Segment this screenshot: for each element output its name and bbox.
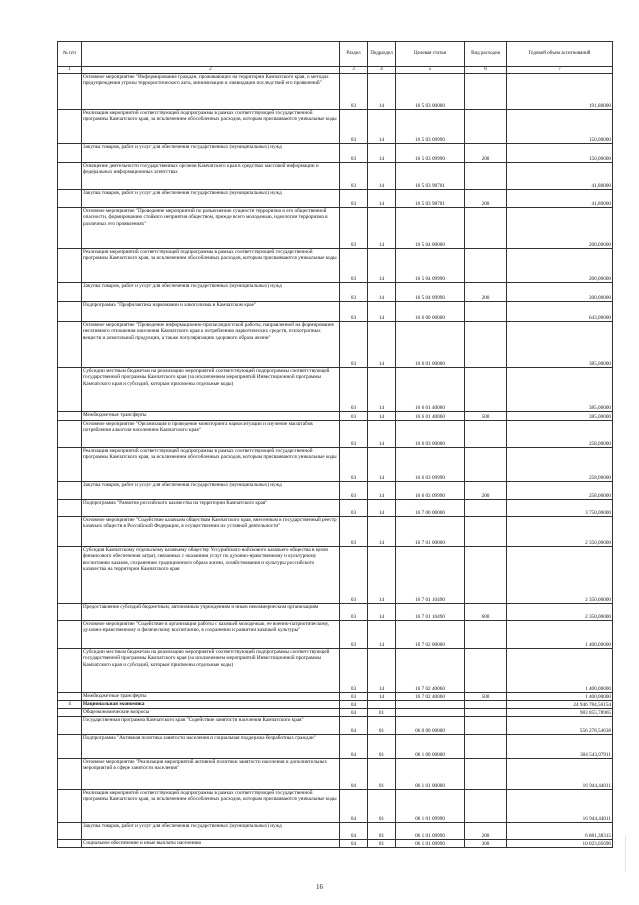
row-name-cell: Субсидии местным бюджетам на реализацию мероприятий соответствующей подпрограммы соответствующей государственной программы Камчатского края (за исключением мероприятий Инвестиционной программы Камчатского края и субсидий, которым присвоены отдельные коды) xyxy=(82,368,340,412)
row-sum-cell: 2 350,00000 xyxy=(507,547,613,604)
row-kind-cell xyxy=(465,759,507,790)
row-section-cell: 04 xyxy=(340,709,368,717)
row-kind-cell: 200 xyxy=(465,190,507,208)
row-sum-cell: 150,00000 xyxy=(507,110,613,144)
row-kind-cell xyxy=(465,547,507,604)
row-subsection-cell: 14 xyxy=(368,208,396,249)
row-name-cell: Закупка товаров, работ и услуг для обеспечения государственных (муниципальных) нужд xyxy=(82,144,340,163)
table-row xyxy=(58,790,613,823)
row-target-cell: 16 6 01 00000 xyxy=(396,322,465,368)
row-name-cell: Закупка товаров, работ и услуг для обеспечения государственных (муниципальных) нужд xyxy=(82,823,340,840)
row-subsection-cell: 14 xyxy=(368,621,396,649)
row-section-cell: 03 xyxy=(340,621,368,649)
row-kind-cell xyxy=(465,701,507,709)
row-number-cell xyxy=(58,604,82,621)
row-sum-cell: 3 750,00000 xyxy=(507,500,613,517)
row-kind-cell xyxy=(465,517,507,547)
table-row xyxy=(58,823,613,840)
column-number-row xyxy=(58,67,613,74)
row-section-cell: 03 xyxy=(340,144,368,163)
header-kind: Вид расходов xyxy=(465,42,507,67)
row-kind-cell xyxy=(465,500,507,517)
row-subsection-cell: 14 xyxy=(368,693,396,701)
row-subsection-cell: 01 xyxy=(368,735,396,759)
row-subsection-cell: 01 xyxy=(368,840,396,848)
header-num: № п/п xyxy=(58,42,82,67)
row-name-cell: Реализация мероприятий соответствующей подпрограммы в рамках соответствующей государственной программы Камчатского края, за исключением обособленных расходов, которым присваиваются уникальные коды xyxy=(82,790,340,823)
row-sum-cell: 150,00000 xyxy=(507,144,613,163)
row-name-cell: Национальная экономика xyxy=(82,701,340,709)
page-number: 16 xyxy=(316,883,323,891)
row-name-cell: Предоставление субсидий бюджетным, автономным учреждениям и иным некоммерческим организациям xyxy=(82,604,340,621)
row-section-cell: 03 xyxy=(340,302,368,322)
row-sum-cell: 41,80000 xyxy=(507,190,613,208)
table-row xyxy=(58,500,613,517)
row-target-cell: 06 1 01 09990 xyxy=(396,823,465,840)
row-number-cell xyxy=(58,110,82,144)
row-kind-cell: 200 xyxy=(465,823,507,840)
table-row xyxy=(58,840,613,848)
row-section-cell: 03 xyxy=(340,604,368,621)
row-sum-cell: 1 400,00000 xyxy=(507,649,613,693)
row-number-cell xyxy=(58,649,82,693)
row-target-cell: 16 6 03 09990 xyxy=(396,448,465,482)
table-row xyxy=(58,517,613,547)
row-sum-cell: 10 023,05696 xyxy=(507,840,613,848)
row-sum-cell: 200,00000 xyxy=(507,249,613,283)
row-number-cell xyxy=(58,500,82,517)
row-name-cell: Подпрограмма "Профилактика наркомании и алкоголизма в Камчатском крае" xyxy=(82,302,340,322)
row-name-cell: Закупка товаров, работ и услуг для обеспечения государственных (муниципальных) нужд xyxy=(82,482,340,500)
row-subsection-cell: 14 xyxy=(368,74,396,110)
row-subsection-cell: 01 xyxy=(368,759,396,790)
row-target-cell: 16 5 04 00000 xyxy=(396,208,465,249)
row-number-cell xyxy=(58,208,82,249)
row-number-cell xyxy=(58,735,82,759)
row-sum-cell: 258,00000 xyxy=(507,448,613,482)
row-number-cell xyxy=(58,163,82,190)
row-target-cell: 06 1 01 00000 xyxy=(396,759,465,790)
table-row xyxy=(58,190,613,208)
row-number-cell xyxy=(58,759,82,790)
row-section-cell: 04 xyxy=(340,735,368,759)
row-kind-cell: 500 xyxy=(465,693,507,701)
row-number-cell xyxy=(58,421,82,448)
row-kind-cell xyxy=(465,163,507,190)
row-kind-cell xyxy=(465,322,507,368)
row-kind-cell xyxy=(465,448,507,482)
row-target-cell: 06 1 01 09990 xyxy=(396,840,465,848)
row-target-cell: 06 1 01 09990 xyxy=(396,790,465,823)
row-kind-cell xyxy=(465,709,507,717)
row-kind-cell: 500 xyxy=(465,412,507,421)
col-number: 6 xyxy=(465,67,507,74)
row-target-cell: 16 7 01 00000 xyxy=(396,517,465,547)
row-subsection-cell xyxy=(368,701,396,709)
row-sum-cell: 258,00000 xyxy=(507,421,613,448)
table-row xyxy=(58,249,613,283)
row-section-cell: 04 xyxy=(340,823,368,840)
row-subsection-cell: 14 xyxy=(368,649,396,693)
budget-table xyxy=(57,41,613,848)
row-kind-cell: 200 xyxy=(465,144,507,163)
row-target-cell: 16 7 01 10490 xyxy=(396,604,465,621)
table-row xyxy=(58,717,613,735)
row-subsection-cell: 14 xyxy=(368,547,396,604)
row-subsection-cell: 14 xyxy=(368,448,396,482)
scan-edge-mark xyxy=(625,836,626,872)
row-kind-cell xyxy=(465,421,507,448)
row-kind-cell: 300 xyxy=(465,840,507,848)
row-target-cell: 16 5 03 09990 xyxy=(396,110,465,144)
table-row xyxy=(58,283,613,302)
row-target-cell: 16 6 03 00000 xyxy=(396,421,465,448)
row-kind-cell xyxy=(465,302,507,322)
row-target-cell: 06 1 00 00000 xyxy=(396,735,465,759)
row-subsection-cell: 14 xyxy=(368,322,396,368)
row-name-cell: Закупка товаров, работ и услуг для обеспечения государственных (муниципальных) нужд xyxy=(82,190,340,208)
row-subsection-cell: 14 xyxy=(368,517,396,547)
row-section-cell: 03 xyxy=(340,249,368,283)
row-sum-cell: 24 946 784,56154 xyxy=(507,701,613,709)
row-target-cell: 16 7 02 40060 xyxy=(396,693,465,701)
row-name-cell: Основное мероприятие "Информирование граждан, проживающих на территории Камчатского края, о методах предупреждения угрозы террористического акта, минимизации и ликвидации последствий его проявлений" xyxy=(82,74,340,110)
col-number: 5 xyxy=(396,67,465,74)
row-target-cell xyxy=(396,701,465,709)
row-target-cell: 16 7 01 10490 xyxy=(396,547,465,604)
table-header-row xyxy=(58,42,613,67)
row-kind-cell xyxy=(465,735,507,759)
table-row xyxy=(58,74,613,110)
row-sum-cell: 200,00000 xyxy=(507,208,613,249)
col-number: 4 xyxy=(368,67,396,74)
row-section-cell: 03 xyxy=(340,208,368,249)
row-number-cell xyxy=(58,840,82,848)
row-section-cell: 03 xyxy=(340,190,368,208)
row-number-cell: 4 xyxy=(58,701,82,709)
row-section-cell: 03 xyxy=(340,74,368,110)
table-row xyxy=(58,368,613,412)
row-name-cell: Подпрограмма "Развитие российского казачества на территории Камчатского края" xyxy=(82,500,340,517)
row-sum-cell: 1 400,00000 xyxy=(507,693,613,701)
row-number-cell xyxy=(58,190,82,208)
row-subsection-cell: 14 xyxy=(368,604,396,621)
row-sum-cell: 16 944,44011 xyxy=(507,790,613,823)
row-sum-cell: 191,80000 xyxy=(507,74,613,110)
row-target-cell: 16 7 02 00000 xyxy=(396,621,465,649)
row-name-cell: Освещение деятельности государственных органов Камчатского края в средствах массовой информации и федеральных информационных агентствах xyxy=(82,163,340,190)
row-target-cell: 16 5 04 09990 xyxy=(396,283,465,302)
row-section-cell: 03 xyxy=(340,693,368,701)
row-target-cell: 06 0 00 00000 xyxy=(396,717,465,735)
row-section-cell: 03 xyxy=(340,110,368,144)
row-name-cell: Межбюджетные трансферты xyxy=(82,693,340,701)
header-subsection: Подраздел xyxy=(368,42,396,67)
row-section-cell: 04 xyxy=(340,790,368,823)
row-number-cell xyxy=(58,322,82,368)
row-section-cell: 03 xyxy=(340,448,368,482)
row-kind-cell xyxy=(465,110,507,144)
row-kind-cell xyxy=(465,790,507,823)
row-target-cell: 16 6 00 00000 xyxy=(396,302,465,322)
row-sum-cell: 1 400,00000 xyxy=(507,621,613,649)
row-name-cell: Закупка товаров, работ и услуг для обеспечения государственных (муниципальных) нужд xyxy=(82,283,340,302)
row-section-cell: 03 xyxy=(340,482,368,500)
row-target-cell: 16 5 03 09990 xyxy=(396,144,465,163)
row-section-cell: 03 xyxy=(340,547,368,604)
table-row xyxy=(58,412,613,421)
row-number-cell xyxy=(58,709,82,717)
row-section-cell: 03 xyxy=(340,163,368,190)
row-section-cell: 03 xyxy=(340,500,368,517)
col-number: 1 xyxy=(58,67,82,74)
row-number-cell xyxy=(58,717,82,735)
row-sum-cell: 2 350,00000 xyxy=(507,604,613,621)
row-name-cell: Подпрограмма "Активная политика занятости населения и социальная поддержка безработных граждан" xyxy=(82,735,340,759)
row-target-cell xyxy=(396,709,465,717)
row-number-cell xyxy=(58,621,82,649)
table-row xyxy=(58,701,613,709)
row-name-cell: Реализация мероприятий соответствующей подпрограммы в рамках соответствующей государственной программы Камчатского края, за исключением обособленных расходов, которым присваиваются уникальные коды xyxy=(82,249,340,283)
row-section-cell: 04 xyxy=(340,759,368,790)
table-row xyxy=(58,110,613,144)
row-subsection-cell: 14 xyxy=(368,482,396,500)
row-section-cell: 04 xyxy=(340,840,368,848)
row-name-cell: Государственная программа Камчатского края "Содействие занятости населения Камчатского края" xyxy=(82,717,340,735)
row-subsection-cell: 01 xyxy=(368,790,396,823)
row-target-cell: 16 5 03 00000 xyxy=(396,74,465,110)
table-row xyxy=(58,604,613,621)
row-kind-cell xyxy=(465,717,507,735)
row-name-cell: Основное мероприятие "Проведение мероприятий по разъяснению сущности терроризма и его общественной опасности, формированию стойкого неприятия обществом, прежде всего молодежью, идеологии терроризма в различных его проявлениях" xyxy=(82,208,340,249)
row-sum-cell: 41,80000 xyxy=(507,163,613,190)
table-row xyxy=(58,693,613,701)
row-name-cell: Межбюджетные трансферты xyxy=(82,412,340,421)
table-row xyxy=(58,482,613,500)
table-row xyxy=(58,144,613,163)
table-row xyxy=(58,421,613,448)
header-name xyxy=(82,42,340,67)
table-row xyxy=(58,735,613,759)
row-name-cell: Основное мероприятие "Организация и проведение мониторинга наркоситуации и изучение масштабов потребления алкоголя населением Камчатского края" xyxy=(82,421,340,448)
row-kind-cell xyxy=(465,649,507,693)
row-subsection-cell: 14 xyxy=(368,283,396,302)
row-name-cell: Общеэкономические вопросы xyxy=(82,709,340,717)
row-subsection-cell: 14 xyxy=(368,302,396,322)
row-sum-cell: 385,00000 xyxy=(507,412,613,421)
row-subsection-cell: 14 xyxy=(368,421,396,448)
table-row xyxy=(58,709,613,717)
row-kind-cell xyxy=(465,74,507,110)
row-target-cell: 16 7 00 00000 xyxy=(396,500,465,517)
row-sum-cell: 983 855,78965 xyxy=(507,709,613,717)
row-section-cell: 04 xyxy=(340,717,368,735)
row-subsection-cell: 01 xyxy=(368,823,396,840)
row-kind-cell xyxy=(465,249,507,283)
row-subsection-cell: 14 xyxy=(368,163,396,190)
row-number-cell xyxy=(58,412,82,421)
row-kind-cell xyxy=(465,368,507,412)
row-number-cell xyxy=(58,302,82,322)
row-subsection-cell: 14 xyxy=(368,144,396,163)
row-section-cell: 03 xyxy=(340,368,368,412)
row-target-cell: 16 5 03 98701 xyxy=(396,163,465,190)
row-subsection-cell: 01 xyxy=(368,717,396,735)
table-row xyxy=(58,163,613,190)
row-target-cell: 16 6 01 40060 xyxy=(396,368,465,412)
row-subsection-cell: 01 xyxy=(368,709,396,717)
row-name-cell: Социальное обеспечение и иные выплаты населению xyxy=(82,840,340,848)
row-section-cell: 03 xyxy=(340,649,368,693)
table-row xyxy=(58,302,613,322)
row-name-cell: Основное мероприятие "Содействие казачьим обществам Камчатского края, внесенным в государственный реестр казачьих обществ в Российской Федерации, в осуществлении их уставной деятельности" xyxy=(82,517,340,547)
row-sum-cell: 16 944,44011 xyxy=(507,759,613,790)
row-number-cell xyxy=(58,693,82,701)
row-target-cell: 16 6 01 40060 xyxy=(396,412,465,421)
row-sum-cell: 385,00000 xyxy=(507,322,613,368)
row-name-cell: Субсидии местным бюджетам на реализацию мероприятий соответствующей подпрограммы соответствующей государственной программы Камчатского края (за исключением мероприятий Инвестиционной программы Камчатского края и субсидий, которым присвоены отдельные коды) xyxy=(82,649,340,693)
row-section-cell: 04 xyxy=(340,701,368,709)
table-body xyxy=(58,74,613,848)
row-sum-cell: 6 881,38315 xyxy=(507,823,613,840)
table-row xyxy=(58,649,613,693)
row-number-cell xyxy=(58,74,82,110)
header-sum: Годовой объем ассигнований xyxy=(507,42,613,67)
col-number: 7 xyxy=(507,67,613,74)
row-subsection-cell: 14 xyxy=(368,500,396,517)
row-section-cell: 03 xyxy=(340,412,368,421)
row-number-cell xyxy=(58,790,82,823)
row-number-cell xyxy=(58,144,82,163)
row-kind-cell: 200 xyxy=(465,482,507,500)
row-sum-cell: 385,00000 xyxy=(507,368,613,412)
row-sum-cell: 258,00000 xyxy=(507,482,613,500)
row-number-cell xyxy=(58,517,82,547)
row-section-cell: 03 xyxy=(340,283,368,302)
row-subsection-cell: 14 xyxy=(368,249,396,283)
row-kind-cell: 200 xyxy=(465,283,507,302)
row-name-cell: Основное мероприятие "Проведение информационно-пропагандистской работы, направленной на формирование негативного отношения населения Камчатского края к потреблению наркотических средств, психотропных веществ и алкогольной продукции, а также популяризацию здорового образа жизни" xyxy=(82,322,340,368)
row-target-cell: 16 6 03 09990 xyxy=(396,482,465,500)
row-kind-cell xyxy=(465,621,507,649)
col-number: 2 xyxy=(82,67,340,74)
row-sum-cell: 556 278,54638 xyxy=(507,717,613,735)
row-subsection-cell: 14 xyxy=(368,110,396,144)
row-number-cell xyxy=(58,368,82,412)
row-target-cell: 16 5 04 09990 xyxy=(396,249,465,283)
row-kind-cell xyxy=(465,208,507,249)
row-section-cell: 03 xyxy=(340,421,368,448)
row-sum-cell: 643,00000 xyxy=(507,302,613,322)
row-kind-cell: 600 xyxy=(465,604,507,621)
table-row xyxy=(58,448,613,482)
table-row xyxy=(58,547,613,604)
row-sum-cell: 304 543,97911 xyxy=(507,735,613,759)
row-target-cell: 16 5 03 98701 xyxy=(396,190,465,208)
row-sum-cell: 2 350,00000 xyxy=(507,517,613,547)
row-name-cell: Реализация мероприятий соответствующей подпрограммы в рамках соответствующей государственной программы Камчатского края, за исключением обособленных расходов, которым присваиваются уникальные коды xyxy=(82,110,340,144)
header-target: Целевая статья xyxy=(396,42,465,67)
row-name-cell: Основное мероприятие "Реализация мероприятий активной политики занятости населения и дополнительных мероприятий в сфере занятости населения" xyxy=(82,759,340,790)
row-subsection-cell: 14 xyxy=(368,412,396,421)
row-subsection-cell: 14 xyxy=(368,190,396,208)
row-subsection-cell: 14 xyxy=(368,368,396,412)
row-name-cell: Основное мероприятие "Содействие в организации работы с казачьей молодежью, ее военно-патриотическому, духовно-нравственному и физическому воспитанию, в сохранении и развитии казачьей культуры" xyxy=(82,621,340,649)
row-number-cell xyxy=(58,283,82,302)
row-name-cell: Реализация мероприятий соответствующей подпрограммы в рамках соответствующей государственной программы Камчатского края, за исключением обособленных расходов, которым присваиваются уникальные коды xyxy=(82,448,340,482)
col-number: 3 xyxy=(340,67,368,74)
table-row xyxy=(58,759,613,790)
header-section: Раздел xyxy=(340,42,368,67)
row-section-cell: 03 xyxy=(340,517,368,547)
row-name-cell: Субсидия Камчатскому отдельскому казачьему обществу Уссурийского войскового казачьего общества в целях финансового обеспечения затрат, связанных с оказанием услуг по духовно-нравственному и культурному воспитанию казаков, сохранению традиционного образа жизни, хозяйствования и культуры российского казачества на территории Камчатского края xyxy=(82,547,340,604)
row-number-cell xyxy=(58,249,82,283)
table-row xyxy=(58,621,613,649)
table-row xyxy=(58,208,613,249)
row-number-cell xyxy=(58,482,82,500)
row-number-cell xyxy=(58,823,82,840)
row-sum-cell: 200,00000 xyxy=(507,283,613,302)
row-number-cell xyxy=(58,547,82,604)
table-row xyxy=(58,322,613,368)
row-target-cell: 16 7 02 40060 xyxy=(396,649,465,693)
row-number-cell xyxy=(58,448,82,482)
row-section-cell: 03 xyxy=(340,322,368,368)
